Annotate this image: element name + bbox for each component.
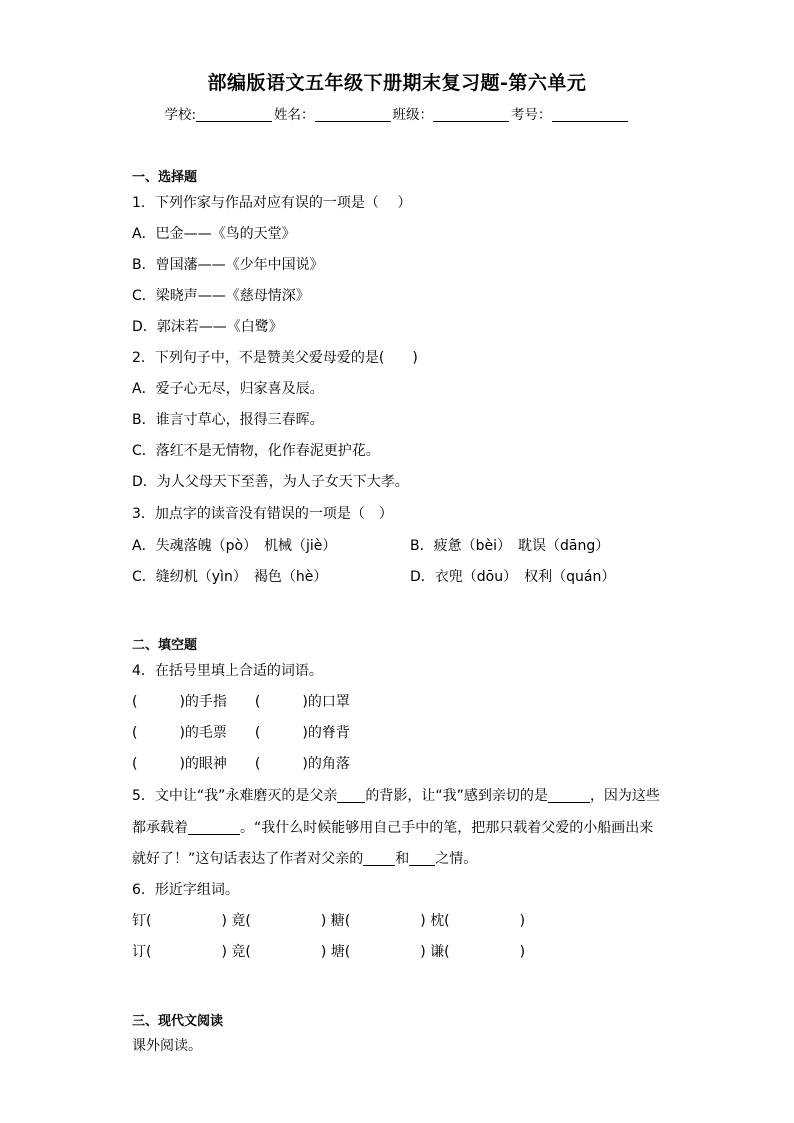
q5-blank-5[interactable] — [409, 851, 435, 866]
q5-line-1 — [132, 785, 660, 805]
q5-line-3 — [132, 848, 477, 868]
q4-stem: 4．在括号里填上合适的词语。 — [132, 663, 323, 679]
q5-line-2 — [132, 817, 653, 837]
q5-text: 和 — [395, 851, 410, 867]
school-blank[interactable] — [196, 107, 272, 122]
q5-blank-3[interactable] — [188, 820, 240, 835]
name-label: 姓名： — [274, 107, 315, 123]
q5-blank-4[interactable] — [363, 851, 395, 866]
q5-text: 之情。 — [435, 851, 478, 867]
page-title: 部编版语文五年级下册期末复习题-第六单元 — [207, 72, 587, 94]
class-label: 班级： — [392, 107, 434, 123]
q4-row-2: ( )的毛票 ( )的脊背 — [132, 725, 350, 741]
q2-option-a: A．爱子心无尽，归家喜及辰。 — [132, 381, 324, 397]
q3-option-d: D．衣兜（dōu） 权利（quán） — [410, 569, 616, 585]
q6-stem: 6．形近字组词。 — [132, 882, 239, 898]
q2-option-c: C．落红不是无情物，化作春泥更护花。 — [132, 443, 380, 459]
q5-blank-2[interactable] — [548, 788, 590, 803]
q4-row-3: ( )的眼神 ( )的角落 — [132, 756, 350, 772]
q5-text: 就好了！”这句话表达了作者对父亲的 — [132, 851, 364, 867]
student-info-row — [0, 103, 794, 123]
q3-option-c: C．缝纫机（yìn） 褐色（hè） — [132, 569, 328, 585]
name-blank[interactable] — [315, 107, 391, 122]
q3-option-b: B．疲惫（bèi） 耽误（dāng） — [410, 538, 610, 554]
q7-stem: 课外阅读。 — [132, 1038, 202, 1054]
q1-stem: 1．下列作家与作品对应有误的一项是（ ） — [132, 195, 412, 211]
q6-row-2: 订( ) 竞( ) 塘( ) 谦( ) — [132, 944, 526, 960]
section-heading-choice: 一、选择题 — [132, 170, 198, 185]
q2-stem: 2．下列句子中，不是赞美父爱母爱的是( ) — [132, 350, 418, 366]
q1-option-d: D．郭沫若——《白鹭》 — [132, 319, 283, 335]
q6-row-1: 钉( ) 竟( ) 糖( ) 枕( ) — [132, 913, 526, 929]
q5-text: 都承载着 — [132, 820, 188, 836]
q1-option-b: B．曾国藩——《少年中国说》 — [132, 257, 324, 273]
q5-text: 。“我什么时候能够用自己手中的笔，把那只载着父爱的小船画出来 — [240, 820, 654, 836]
number-label: 考号： — [511, 107, 552, 123]
section-heading-fill: 二、填空题 — [132, 638, 198, 653]
q3-stem: 3．加点字的读音没有错误的一项是（ ） — [132, 506, 393, 522]
q3-option-a: A．失魂落魄（pò） 机械（jiè） — [132, 538, 337, 554]
q4-row-1: ( )的手指 ( )的口罩 — [132, 694, 350, 710]
school-label: 学校: — [164, 107, 197, 123]
q1-option-a: A．巴金——《鸟的天堂》 — [132, 226, 296, 242]
section-heading-reading: 三、现代文阅读 — [132, 1014, 224, 1029]
q1-option-c: C．梁晓声——《慈母情深》 — [132, 288, 310, 304]
q2-option-d: D．为人父母天下至善，为人子女天下大孝。 — [132, 474, 409, 490]
q5-text: 的背影，让“我”感到亲切的是 — [365, 788, 548, 804]
class-blank[interactable] — [433, 107, 509, 122]
q5-text: 5．文中让“我”永难磨灭的是父亲 — [132, 788, 338, 804]
q5-text: ，因为这些 — [589, 788, 660, 804]
q5-blank-1[interactable] — [337, 788, 365, 803]
number-blank[interactable] — [552, 107, 628, 122]
q2-option-b: B．谁言寸草心，报得三春晖。 — [132, 412, 324, 428]
